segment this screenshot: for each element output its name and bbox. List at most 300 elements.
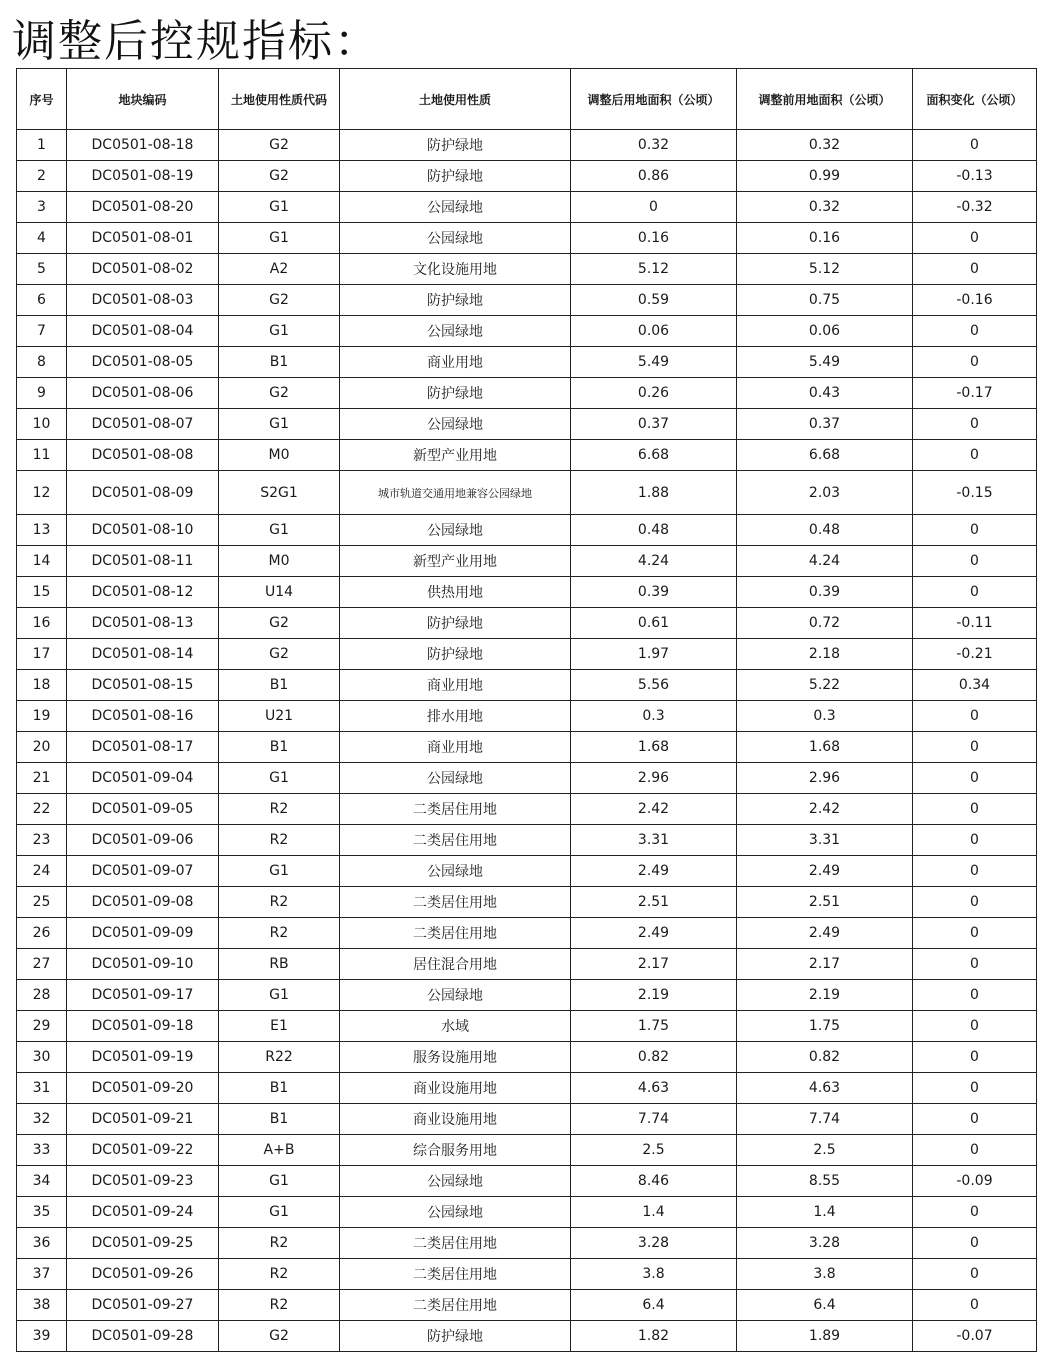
cell-area-after: 6.68	[571, 440, 737, 471]
cell-land-use-nature: 水域	[340, 1011, 571, 1042]
cell-parcel-code: DC0501-08-17	[67, 732, 219, 763]
cell-parcel-code: DC0501-09-07	[67, 856, 219, 887]
table-row	[17, 1290, 1037, 1321]
cell-land-use-nature: 公园绿地	[340, 515, 571, 546]
cell-land-use-code: M0	[219, 440, 340, 471]
table-row	[17, 1166, 1037, 1197]
table-row	[17, 794, 1037, 825]
cell-seq: 9	[17, 378, 67, 409]
cell-area-change: 0	[913, 794, 1037, 825]
cell-parcel-code: DC0501-08-18	[67, 130, 219, 161]
cell-area-after: 5.49	[571, 347, 737, 378]
cell-area-before: 0.72	[737, 608, 913, 639]
cell-land-use-nature: 公园绿地	[340, 316, 571, 347]
cell-area-change: 0	[913, 1104, 1037, 1135]
table-row	[17, 471, 1037, 515]
cell-land-use-nature: 防护绿地	[340, 1321, 571, 1352]
cell-area-change: 0	[913, 1073, 1037, 1104]
cell-area-after: 4.24	[571, 546, 737, 577]
cell-area-after: 0.39	[571, 577, 737, 608]
table-row	[17, 378, 1037, 409]
cell-land-use-nature: 防护绿地	[340, 161, 571, 192]
table-row	[17, 577, 1037, 608]
cell-parcel-code: DC0501-08-11	[67, 546, 219, 577]
header-parcel-code: 地块编码	[67, 69, 219, 130]
cell-area-after: 0.86	[571, 161, 737, 192]
cell-area-change: -0.32	[913, 192, 1037, 223]
cell-seq: 4	[17, 223, 67, 254]
cell-land-use-code: B1	[219, 1104, 340, 1135]
cell-land-use-code: B1	[219, 347, 340, 378]
cell-land-use-code: R2	[219, 825, 340, 856]
header-land-use-nature: 土地使用性质	[340, 69, 571, 130]
cell-parcel-code: DC0501-09-09	[67, 918, 219, 949]
cell-area-before: 6.4	[737, 1290, 913, 1321]
cell-area-before: 5.12	[737, 254, 913, 285]
cell-parcel-code: DC0501-08-09	[67, 471, 219, 515]
cell-area-change: 0	[913, 409, 1037, 440]
cell-seq: 26	[17, 918, 67, 949]
cell-land-use-nature: 二类居住用地	[340, 887, 571, 918]
cell-area-before: 2.18	[737, 639, 913, 670]
cell-area-after: 3.28	[571, 1228, 737, 1259]
cell-area-after: 2.49	[571, 856, 737, 887]
cell-area-before: 0.3	[737, 701, 913, 732]
cell-area-after: 2.51	[571, 887, 737, 918]
table-row	[17, 546, 1037, 577]
table-header-row	[17, 69, 1037, 130]
cell-land-use-code: A2	[219, 254, 340, 285]
page-title: 调整后控规指标：	[12, 16, 380, 67]
cell-seq: 29	[17, 1011, 67, 1042]
cell-land-use-nature: 防护绿地	[340, 285, 571, 316]
cell-area-before: 1.89	[737, 1321, 913, 1352]
cell-parcel-code: DC0501-08-05	[67, 347, 219, 378]
cell-parcel-code: DC0501-08-14	[67, 639, 219, 670]
cell-land-use-nature: 二类居住用地	[340, 1290, 571, 1321]
cell-land-use-nature: 二类居住用地	[340, 794, 571, 825]
cell-area-before: 0.99	[737, 161, 913, 192]
cell-area-before: 0.37	[737, 409, 913, 440]
cell-seq: 30	[17, 1042, 67, 1073]
cell-area-after: 7.74	[571, 1104, 737, 1135]
cell-land-use-code: R2	[219, 1228, 340, 1259]
cell-parcel-code: DC0501-08-04	[67, 316, 219, 347]
table-row	[17, 856, 1037, 887]
cell-area-before: 2.5	[737, 1135, 913, 1166]
cell-area-change: 0	[913, 732, 1037, 763]
table-row	[17, 1073, 1037, 1104]
cell-parcel-code: DC0501-09-27	[67, 1290, 219, 1321]
cell-area-change: -0.17	[913, 378, 1037, 409]
cell-area-before: 2.19	[737, 980, 913, 1011]
cell-area-after: 1.4	[571, 1197, 737, 1228]
cell-area-change: 0	[913, 1228, 1037, 1259]
cell-seq: 10	[17, 409, 67, 440]
cell-land-use-nature: 公园绿地	[340, 763, 571, 794]
cell-area-after: 0.26	[571, 378, 737, 409]
cell-area-before: 0.32	[737, 192, 913, 223]
table-row	[17, 608, 1037, 639]
control-index-table	[16, 68, 1037, 1352]
cell-parcel-code: DC0501-08-20	[67, 192, 219, 223]
cell-land-use-code: B1	[219, 732, 340, 763]
cell-seq: 27	[17, 949, 67, 980]
cell-area-change: 0	[913, 1011, 1037, 1042]
cell-land-use-nature: 供热用地	[340, 577, 571, 608]
cell-land-use-nature: 防护绿地	[340, 608, 571, 639]
cell-seq: 2	[17, 161, 67, 192]
cell-area-change: 0	[913, 1290, 1037, 1321]
cell-area-before: 0.75	[737, 285, 913, 316]
cell-area-after: 1.82	[571, 1321, 737, 1352]
cell-land-use-nature: 公园绿地	[340, 1197, 571, 1228]
cell-area-change: 0	[913, 130, 1037, 161]
cell-area-after: 6.4	[571, 1290, 737, 1321]
cell-seq: 6	[17, 285, 67, 316]
cell-area-after: 2.19	[571, 980, 737, 1011]
cell-area-change: 0	[913, 254, 1037, 285]
cell-area-before: 8.55	[737, 1166, 913, 1197]
cell-land-use-nature: 排水用地	[340, 701, 571, 732]
table-row	[17, 949, 1037, 980]
cell-land-use-nature: 商业用地	[340, 670, 571, 701]
cell-seq: 11	[17, 440, 67, 471]
cell-land-use-nature: 公园绿地	[340, 980, 571, 1011]
cell-land-use-nature: 商业用地	[340, 732, 571, 763]
cell-area-before: 4.63	[737, 1073, 913, 1104]
cell-area-after: 4.63	[571, 1073, 737, 1104]
cell-area-change: -0.15	[913, 471, 1037, 515]
cell-area-change: -0.11	[913, 608, 1037, 639]
cell-area-change: -0.16	[913, 285, 1037, 316]
cell-area-change: 0	[913, 918, 1037, 949]
table-row	[17, 515, 1037, 546]
table-row	[17, 347, 1037, 378]
cell-area-before: 5.22	[737, 670, 913, 701]
table-row	[17, 887, 1037, 918]
cell-area-before: 3.31	[737, 825, 913, 856]
cell-land-use-nature: 居住混合用地	[340, 949, 571, 980]
cell-seq: 20	[17, 732, 67, 763]
cell-land-use-nature: 商业设施用地	[340, 1073, 571, 1104]
cell-land-use-code: G2	[219, 378, 340, 409]
table-row	[17, 254, 1037, 285]
table-row	[17, 1011, 1037, 1042]
table-row	[17, 980, 1037, 1011]
table-row	[17, 918, 1037, 949]
table-row	[17, 1042, 1037, 1073]
cell-area-after: 0.48	[571, 515, 737, 546]
cell-land-use-nature: 公园绿地	[340, 856, 571, 887]
cell-area-change: 0	[913, 1135, 1037, 1166]
cell-area-after: 3.8	[571, 1259, 737, 1290]
cell-parcel-code: DC0501-08-03	[67, 285, 219, 316]
cell-area-change: 0	[913, 701, 1037, 732]
cell-area-before: 0.06	[737, 316, 913, 347]
cell-area-before: 1.4	[737, 1197, 913, 1228]
cell-seq: 37	[17, 1259, 67, 1290]
table-body	[17, 130, 1037, 1352]
table-row	[17, 161, 1037, 192]
cell-seq: 33	[17, 1135, 67, 1166]
cell-land-use-nature: 综合服务用地	[340, 1135, 571, 1166]
cell-land-use-nature: 新型产业用地	[340, 440, 571, 471]
cell-area-after: 0.59	[571, 285, 737, 316]
cell-land-use-code: R2	[219, 1290, 340, 1321]
cell-parcel-code: DC0501-09-06	[67, 825, 219, 856]
cell-seq: 22	[17, 794, 67, 825]
cell-parcel-code: DC0501-08-01	[67, 223, 219, 254]
cell-land-use-code: R22	[219, 1042, 340, 1073]
cell-land-use-nature: 新型产业用地	[340, 546, 571, 577]
cell-land-use-code: G1	[219, 980, 340, 1011]
cell-area-before: 0.16	[737, 223, 913, 254]
cell-area-change: 0	[913, 763, 1037, 794]
cell-area-before: 2.17	[737, 949, 913, 980]
cell-area-change: 0	[913, 980, 1037, 1011]
table-row	[17, 763, 1037, 794]
cell-seq: 32	[17, 1104, 67, 1135]
cell-land-use-code: R2	[219, 887, 340, 918]
cell-land-use-code: G1	[219, 856, 340, 887]
cell-area-after: 8.46	[571, 1166, 737, 1197]
table-row	[17, 1197, 1037, 1228]
cell-area-after: 0.37	[571, 409, 737, 440]
cell-seq: 21	[17, 763, 67, 794]
cell-area-before: 2.03	[737, 471, 913, 515]
cell-parcel-code: DC0501-08-06	[67, 378, 219, 409]
cell-parcel-code: DC0501-08-10	[67, 515, 219, 546]
cell-land-use-code: R2	[219, 794, 340, 825]
cell-land-use-code: G2	[219, 608, 340, 639]
cell-seq: 5	[17, 254, 67, 285]
table-row	[17, 285, 1037, 316]
cell-seq: 31	[17, 1073, 67, 1104]
cell-parcel-code: DC0501-08-02	[67, 254, 219, 285]
cell-area-before: 7.74	[737, 1104, 913, 1135]
cell-seq: 1	[17, 130, 67, 161]
cell-parcel-code: DC0501-08-16	[67, 701, 219, 732]
cell-area-after: 0.16	[571, 223, 737, 254]
cell-land-use-code: G1	[219, 1166, 340, 1197]
header-area-change: 面积变化（公顷）	[913, 69, 1037, 130]
cell-area-after: 0.61	[571, 608, 737, 639]
cell-land-use-code: U14	[219, 577, 340, 608]
cell-area-after: 0.06	[571, 316, 737, 347]
cell-area-before: 2.49	[737, 918, 913, 949]
cell-land-use-nature: 公园绿地	[340, 1166, 571, 1197]
cell-area-before: 0.43	[737, 378, 913, 409]
cell-area-change: 0	[913, 577, 1037, 608]
cell-land-use-code: E1	[219, 1011, 340, 1042]
cell-area-before: 2.49	[737, 856, 913, 887]
table-row	[17, 1321, 1037, 1352]
cell-parcel-code: DC0501-09-10	[67, 949, 219, 980]
cell-parcel-code: DC0501-08-15	[67, 670, 219, 701]
cell-seq: 8	[17, 347, 67, 378]
cell-area-after: 0.3	[571, 701, 737, 732]
cell-parcel-code: DC0501-09-19	[67, 1042, 219, 1073]
cell-parcel-code: DC0501-09-23	[67, 1166, 219, 1197]
cell-parcel-code: DC0501-09-17	[67, 980, 219, 1011]
cell-area-before: 4.24	[737, 546, 913, 577]
cell-seq: 7	[17, 316, 67, 347]
cell-parcel-code: DC0501-09-04	[67, 763, 219, 794]
cell-seq: 24	[17, 856, 67, 887]
cell-area-change: 0	[913, 1259, 1037, 1290]
cell-area-change: -0.09	[913, 1166, 1037, 1197]
cell-seq: 3	[17, 192, 67, 223]
cell-land-use-nature: 二类居住用地	[340, 918, 571, 949]
table-row	[17, 639, 1037, 670]
cell-seq: 13	[17, 515, 67, 546]
cell-area-after: 1.88	[571, 471, 737, 515]
cell-seq: 17	[17, 639, 67, 670]
cell-land-use-nature: 公园绿地	[340, 192, 571, 223]
cell-area-change: 0	[913, 825, 1037, 856]
cell-seq: 15	[17, 577, 67, 608]
cell-area-change: 0	[913, 1042, 1037, 1073]
cell-land-use-code: B1	[219, 670, 340, 701]
cell-area-after: 5.12	[571, 254, 737, 285]
cell-area-before: 0.32	[737, 130, 913, 161]
cell-seq: 19	[17, 701, 67, 732]
cell-area-change: 0	[913, 223, 1037, 254]
cell-area-before: 2.96	[737, 763, 913, 794]
cell-area-after: 2.42	[571, 794, 737, 825]
cell-land-use-code: G2	[219, 639, 340, 670]
cell-land-use-code: G1	[219, 316, 340, 347]
cell-area-before: 3.8	[737, 1259, 913, 1290]
cell-land-use-nature: 商业设施用地	[340, 1104, 571, 1135]
cell-area-change: 0	[913, 440, 1037, 471]
cell-land-use-nature: 二类居住用地	[340, 1259, 571, 1290]
cell-seq: 25	[17, 887, 67, 918]
cell-land-use-code: U21	[219, 701, 340, 732]
table-row	[17, 732, 1037, 763]
cell-area-before: 2.42	[737, 794, 913, 825]
cell-land-use-code: R2	[219, 1259, 340, 1290]
cell-parcel-code: DC0501-08-12	[67, 577, 219, 608]
cell-land-use-code: RB	[219, 949, 340, 980]
cell-area-after: 2.96	[571, 763, 737, 794]
cell-parcel-code: DC0501-09-20	[67, 1073, 219, 1104]
cell-seq: 16	[17, 608, 67, 639]
cell-land-use-nature: 防护绿地	[340, 130, 571, 161]
table-row	[17, 130, 1037, 161]
cell-parcel-code: DC0501-09-05	[67, 794, 219, 825]
cell-area-change: 0	[913, 1197, 1037, 1228]
cell-parcel-code: DC0501-09-22	[67, 1135, 219, 1166]
cell-area-after: 2.49	[571, 918, 737, 949]
cell-land-use-nature: 文化设施用地	[340, 254, 571, 285]
cell-land-use-code: S2G1	[219, 471, 340, 515]
table-row	[17, 1104, 1037, 1135]
cell-parcel-code: DC0501-09-28	[67, 1321, 219, 1352]
cell-area-before: 0.82	[737, 1042, 913, 1073]
cell-area-after: 2.17	[571, 949, 737, 980]
cell-land-use-code: G2	[219, 161, 340, 192]
cell-land-use-code: G2	[219, 285, 340, 316]
cell-land-use-code: G1	[219, 192, 340, 223]
header-area-before: 调整前用地面积（公顷）	[737, 69, 913, 130]
cell-area-change: -0.07	[913, 1321, 1037, 1352]
cell-seq: 34	[17, 1166, 67, 1197]
cell-parcel-code: DC0501-09-18	[67, 1011, 219, 1042]
cell-land-use-nature: 防护绿地	[340, 378, 571, 409]
cell-area-after: 3.31	[571, 825, 737, 856]
cell-area-before: 2.51	[737, 887, 913, 918]
cell-area-after: 1.68	[571, 732, 737, 763]
table-row	[17, 701, 1037, 732]
cell-land-use-nature: 二类居住用地	[340, 825, 571, 856]
cell-area-before: 6.68	[737, 440, 913, 471]
cell-land-use-code: A+B	[219, 1135, 340, 1166]
cell-area-after: 0.32	[571, 130, 737, 161]
cell-area-before: 5.49	[737, 347, 913, 378]
cell-area-change: 0.34	[913, 670, 1037, 701]
cell-land-use-code: B1	[219, 1073, 340, 1104]
cell-land-use-code: G1	[219, 515, 340, 546]
table-row	[17, 223, 1037, 254]
cell-land-use-nature: 二类居住用地	[340, 1228, 571, 1259]
cell-seq: 12	[17, 471, 67, 515]
cell-area-before: 1.68	[737, 732, 913, 763]
table-row	[17, 825, 1037, 856]
header-area-after: 调整后用地面积（公顷）	[571, 69, 737, 130]
cell-land-use-nature: 公园绿地	[340, 223, 571, 254]
cell-area-change: 0	[913, 347, 1037, 378]
cell-seq: 39	[17, 1321, 67, 1352]
cell-parcel-code: DC0501-08-19	[67, 161, 219, 192]
cell-parcel-code: DC0501-09-21	[67, 1104, 219, 1135]
cell-area-change: 0	[913, 515, 1037, 546]
cell-land-use-code: G1	[219, 763, 340, 794]
cell-parcel-code: DC0501-09-24	[67, 1197, 219, 1228]
cell-land-use-nature: 防护绿地	[340, 639, 571, 670]
cell-area-after: 0.82	[571, 1042, 737, 1073]
cell-seq: 14	[17, 546, 67, 577]
cell-parcel-code: DC0501-09-08	[67, 887, 219, 918]
cell-area-change: -0.21	[913, 639, 1037, 670]
table-row	[17, 1228, 1037, 1259]
cell-area-change: 0	[913, 856, 1037, 887]
cell-area-after: 0	[571, 192, 737, 223]
table-row	[17, 316, 1037, 347]
cell-land-use-code: G1	[219, 223, 340, 254]
cell-area-after: 5.56	[571, 670, 737, 701]
cell-parcel-code: DC0501-08-08	[67, 440, 219, 471]
table-row	[17, 192, 1037, 223]
table-row	[17, 670, 1037, 701]
cell-seq: 23	[17, 825, 67, 856]
cell-area-after: 1.75	[571, 1011, 737, 1042]
cell-land-use-nature: 服务设施用地	[340, 1042, 571, 1073]
table-row	[17, 409, 1037, 440]
cell-seq: 18	[17, 670, 67, 701]
cell-area-before: 3.28	[737, 1228, 913, 1259]
cell-area-change: 0	[913, 316, 1037, 347]
cell-land-use-nature: 公园绿地	[340, 409, 571, 440]
table-row	[17, 1135, 1037, 1166]
cell-land-use-code: G2	[219, 130, 340, 161]
cell-area-before: 0.48	[737, 515, 913, 546]
cell-seq: 38	[17, 1290, 67, 1321]
cell-area-change: 0	[913, 949, 1037, 980]
header-land-use-code: 土地使用性质代码	[219, 69, 340, 130]
cell-land-use-code: G2	[219, 1321, 340, 1352]
